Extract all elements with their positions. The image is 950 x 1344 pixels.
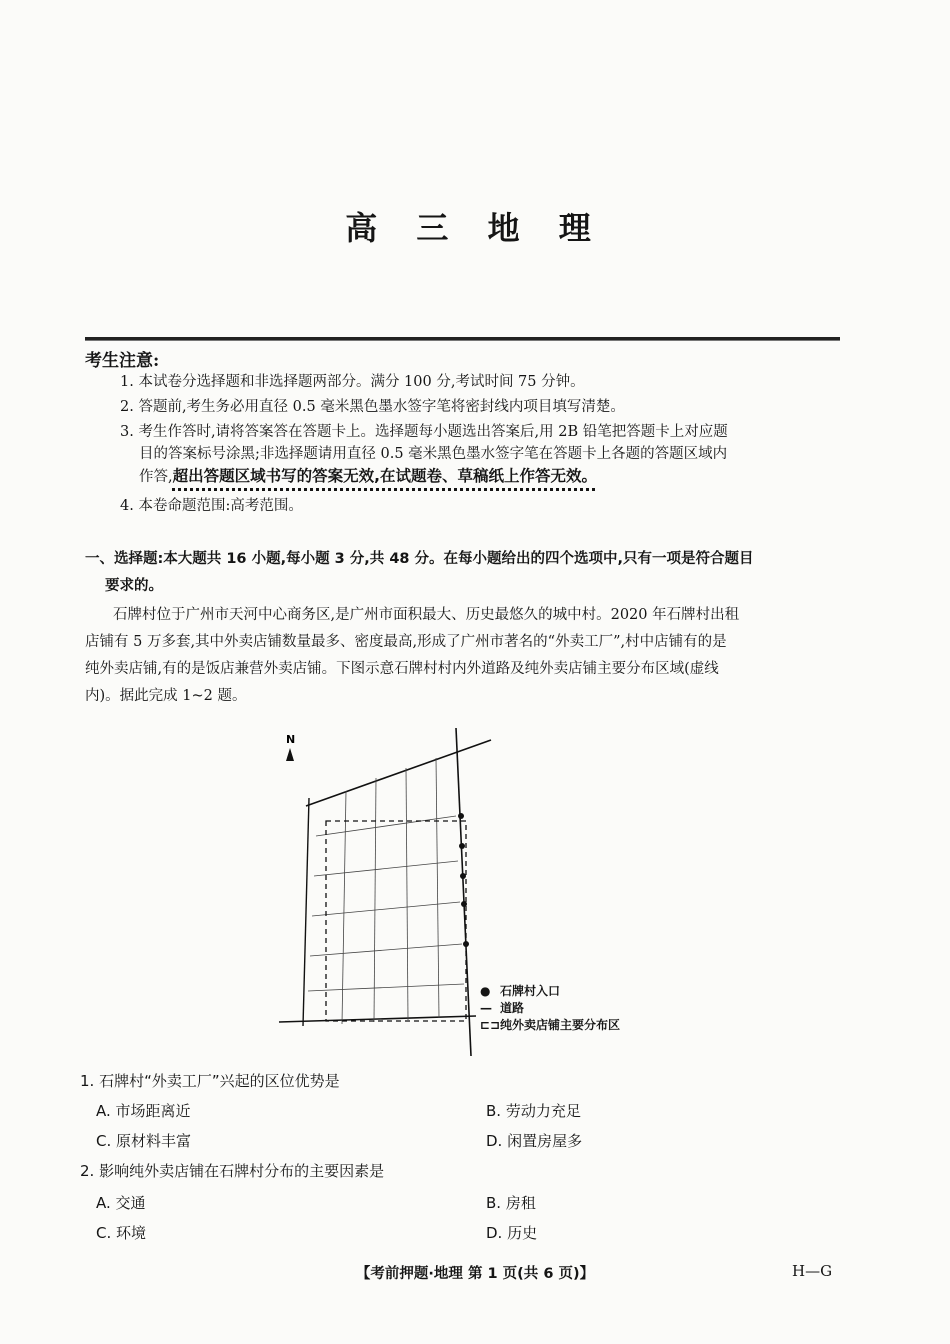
- notice-heading: 考生注意:: [85, 351, 160, 371]
- question-1-option-d: D. 闲置房屋多: [486, 1132, 583, 1150]
- section-heading-line2: 要求的。: [105, 578, 163, 594]
- question-2-option-b: B. 房租: [486, 1194, 536, 1212]
- question-2-stem: 2. 影响纯外卖店铺在石牌村分布的主要因素是: [80, 1162, 385, 1180]
- header-rule: [85, 337, 840, 341]
- passage: [85, 602, 843, 710]
- notice-item-1: 1. 本试卷分选择题和非选择题两部分。满分 100 分,考试时间 75 分钟。: [120, 374, 585, 390]
- passage-line-4: 内)。据此完成 1~2 题。: [85, 688, 247, 704]
- page-footer: 【考前押题·地理 第 1 页(共 6 页)】: [355, 1266, 595, 1282]
- legend-entrance-label: 石牌村入口: [500, 984, 561, 998]
- notice-item-2: 2. 答题前,考生务必用直径 0.5 毫米黑色墨水签字笔将密封线内项目填写清楚。: [120, 399, 625, 415]
- notice-item-3-prefix: 作答,: [139, 469, 173, 485]
- north-label: N: [286, 733, 296, 746]
- question-1-stem: 1. 石牌村“外卖工厂”兴起的区位优势是: [80, 1072, 340, 1090]
- question-1-option-a: A. 市场距离近: [96, 1102, 191, 1120]
- notice-item-3-line1: 3. 考生作答时,请将答案答在答题卡上。选择题每小题选出答案后,用 2B 铅笔把答题卡上对应题: [120, 424, 728, 440]
- north-road: [306, 740, 491, 806]
- passage-line-2: 店铺有 5 万多套,其中外卖店铺数量最多、密度最高,形成了广州市著名的“外卖工厂”,村中店铺有的是: [85, 634, 727, 650]
- takeout-area: [326, 821, 466, 1021]
- legend-road-label: 道路: [500, 1001, 525, 1015]
- map-legend: [480, 983, 620, 1034]
- question-1-option-c: C. 原材料丰富: [96, 1132, 192, 1150]
- passage-line-1: 石牌村位于广州市天河中心商务区,是广州市面积最大、历史最悠久的城中村。2020 年石牌村出租: [113, 607, 740, 623]
- notice-item-3-line3: [120, 465, 842, 488]
- section-heading-line1: 一、选择题:本大题共 16 小题,每小题 3 分,共 48 分。在每小题给出的四个选项中,只有一项是符合题目: [85, 551, 754, 567]
- legend-entrance: ● 石牌村入口: [480, 984, 561, 998]
- west-road: [303, 798, 309, 1026]
- notice-item-3-line2: 目的答案标号涂黑;非选择题请用直径 0.5 毫米黑色墨水签字笔在答题卡上各题的答题区域内: [139, 446, 728, 462]
- question-2-option-a: A. 交通: [96, 1194, 146, 1212]
- legend-road: — 道路: [480, 1001, 525, 1015]
- section-heading: [85, 546, 845, 600]
- passage-line-3: 纯外卖店铺,有的是饭店兼营外卖店铺。下图示意石牌村村内外道路及纯外卖店铺主要分布区域(虚线: [85, 661, 719, 677]
- east-road: [456, 728, 471, 1056]
- exam-title: 高 三 地 理: [345, 209, 605, 247]
- notice-item-4: 4. 本卷命题范围:高考范围。: [120, 498, 303, 514]
- notice-item-3: [120, 421, 842, 488]
- north-arrow: [286, 733, 295, 761]
- question-2-option-c: C. 环境: [96, 1224, 147, 1242]
- paper-code: H—G: [792, 1262, 833, 1280]
- legend-area: ⊏⊐纯外卖店铺主要分布区: [480, 1018, 621, 1032]
- inner-streets: [308, 758, 464, 1024]
- question-1-option-b: B. 劳动力充足: [486, 1102, 581, 1120]
- legend-area-label: 纯外卖店铺主要分布区: [500, 1018, 621, 1032]
- question-2-option-d: D. 历史: [486, 1224, 538, 1242]
- south-road: [279, 1016, 476, 1022]
- notice-item-3-emphasis: 超出答题区域书写的答案无效,在试题卷、草稿纸上作答无效。: [172, 467, 597, 485]
